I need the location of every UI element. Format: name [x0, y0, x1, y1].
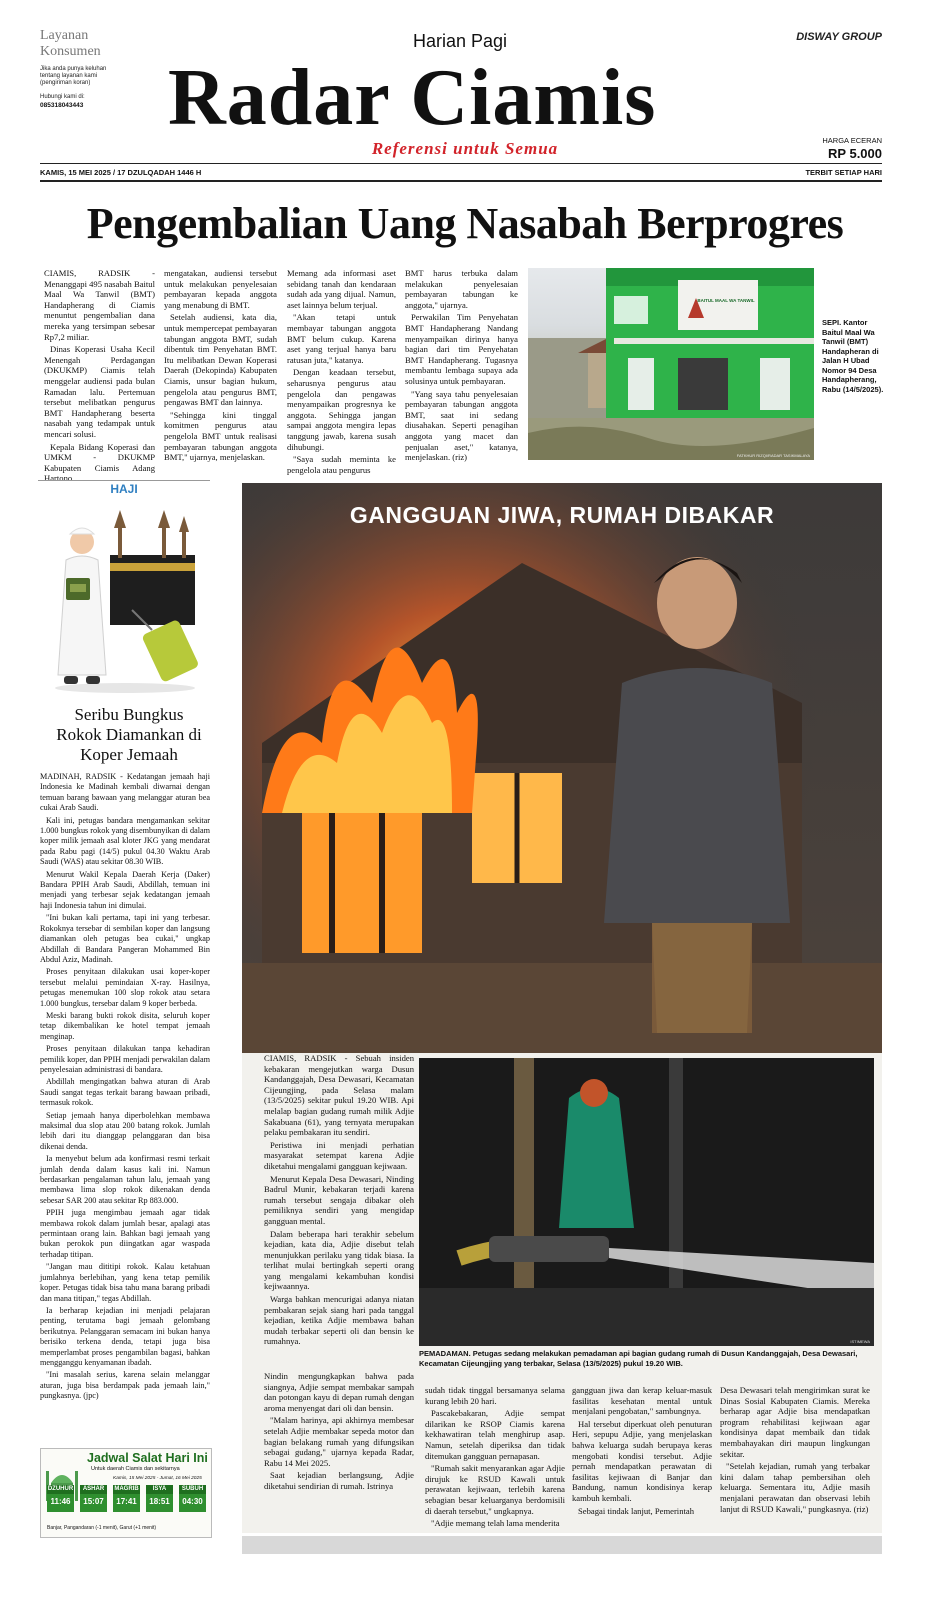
haji-headline: Seribu Bungkus Rokok Diamankan di Koper Jemaah [56, 705, 202, 764]
feature-column-2 [425, 1385, 565, 1529]
haji-p10: Ia menyebut belum ada konfirmasi resmi terkait jumlah denda dalam kasus kali ini. Namun berdasarkan pengalaman tahun lalu, jemaah yang membawa lima slop rokok dikenakan denda sebesar SAR 200 atau sekitar Rp 883.000. [40, 1154, 210, 1205]
haji-p5: Proses penyitaan dilakukan usai koper-koper tersebut melalui pemindaian X-ray. Hasilnya, petugas menemukan 100 slop rokok atau setara 1.000 bungkus, tersebar dalam 9 koper berbeda. [40, 967, 210, 1008]
haji-p11: PPIH juga mengimbau jemaah agar tidak membawa rokok dalam jumlah besar, apalagi atas permintaan orang lain. Bahkan bagi jemaah yang bukan perokok pun diingatkan agar waspada terhadap titipan. [40, 1208, 210, 1259]
lead-column-3 [287, 268, 396, 475]
feature-col2-p2: Pascakebakaran, Adjie sempat dilarikan ke RSOP Ciamis karena kekhawatiran telah menghirup asap. Namun, setelah diperiksa dan tidak ditemukan gangguan pernapasan. [425, 1408, 565, 1461]
haji-p1: MADINAH, RADSIK - Kedatangan jemaah haji Indonesia ke Madinah kembali diwarnai dengan temuan barang bawaan yang melanggar aturan bea cukai Arab Saudi. [40, 772, 210, 813]
lead-column-1 [44, 268, 155, 484]
lead-col1-p2: Dinas Koperasi Usaha Kecil Menengah Perdagangan (DKUKMP) Ciamis telah menggelar audiensi pada bulan Ramadan lalu. Pertemuan tersebut melibatkan pengurus BMT Handapherang beserta nasabah yang tedampak untuk mencari solusi. [44, 344, 155, 439]
masthead-title: Radar Ciamis [168, 54, 657, 142]
prayer-subtitle: Untuk daerah Ciamis dan sekitarnya [91, 1466, 180, 1472]
prayer-dzuhur-name: DZUHUR [47, 1486, 74, 1492]
haji-p14: "Ini masalah serius, karena selain melanggar aturan, juga bisa berdampak pada jemaah lain," pungkasnya. (jpc) [40, 1370, 210, 1401]
haji-body [40, 772, 210, 1444]
bmt-office-photo [528, 268, 814, 460]
pilgrim-and-kaaba-illustration [40, 500, 210, 695]
lead-col3-p3: Dengan keadaan tersebut, seharusnya pengurus atau pengelola dan pengawas menyampaikan progresnya ke anggota. Sehingga jangan sampai anggota mengira lepas tanggung jawab, karena susah dihubungi. [287, 367, 396, 452]
feature-col2-p4: "Adjie memang telah lama menderita [431, 1518, 560, 1529]
lead-col4-p2: Perwakilan Tim Penyehatan BMT Handapherang Nandang menyampaikan dirinya hanya bagian dari tim Penyehatan BMT Handapherang. Tugasnya membantu lembaga supaya ada solusinya untuk pembayaran. [405, 312, 518, 386]
prayer-subuh-time: 04:30 [182, 1497, 203, 1506]
haji-p13: Ia berharap kejadian ini menjadi pelajaran penting, terutama bagi jemaah gelombang berikutnya. Pelanggaran semacam ini bukan hanya berisiko terkena denda, tetapi juga bisa memperlambat proses pengambilan bagasi, bahkan mengganggu kenyamanan ibadah. [40, 1305, 210, 1367]
feature-col4-p1: Desa Dewasari telah mengirimkan surat ke Dinas Sosial Kabupaten Ciamis. Mereka berharap agar Adjie bisa mendapatkan program rehabilitasi kejiwaan agar kondisinya dapat membaik dan tidak membahayakan diri maupun lingkungan sekitar. [720, 1385, 870, 1459]
haji-p3: Menurut Wakil Kepala Daerah Kerja (Daker) Bandara PPIH Arab Saudi, Abdillah, temuan ini menjadi yang terbesar sejak kedatangan jemaah haji Indonesia tahun ini dimulai. [40, 869, 210, 910]
haji-p12: "Jangan mau dititipi rokok. Kalau ketahuan jumlahnya berlebihan, yang kena tetap pemilik koper. Petugas tidak bisa tahu mana barang pribadi dan mana titipan," tegas Abdillah. [40, 1262, 210, 1303]
feature-column-1b [264, 1371, 414, 1526]
issue-date: KAMIS, 15 MEI 2025 / 17 DZULQADAH 1446 H [40, 168, 202, 177]
prayer-note: Banjar, Pangandaran (-1 menit), Garut (+1 menit) [47, 1525, 157, 1531]
bmt-building-illustration [528, 268, 814, 460]
feature-col1-p4: Dalam beberapa hari terakhir sebelum kejadian, kata dia, Adjie disebut telah menunjukkan perilaku yang tidak biasa. Ia terlihat mulai bertingkah seperti orang yang mengalami kekambuhan kondisi kejiwaannya. [264, 1228, 414, 1292]
prayer-dzuhur-time: 11:46 [50, 1497, 71, 1506]
feature-bottom-band [242, 1536, 882, 1554]
lead-column-4 [405, 268, 518, 464]
feature-col3-p1: gangguan jiwa dan kerap keluar-masuk fasilitas kesehatan mental untuk menjalani pengobatan," sambungnya. [572, 1385, 712, 1417]
feature-col1-p1: CIAMIS, RADSIK - Sebuah insiden kebakaran mengejutkan warga Dusun Kandanggajah, Desa Dewasari, Kecamatan Cijeungjing, pada Selasa malam (13/5/2025) sekitar pukul 19.20 WIB. Api melalap bagian gudang rumah milik Adjie Sakabuana (61), yang ternyata merupakan pelaku pembakaran itu sendiri. [264, 1053, 414, 1138]
firefighter-photo [419, 1058, 874, 1346]
lead-col3-p4: "Saya sudah meminta ke pengelola atau pengurus [287, 454, 396, 475]
feature-col1b-p1: Nindin mengungkapkan bahwa pada siangnya, Adjie sempat membakar sampah dan potongan kayu di depan rumah dengan aroma menyengat dari oli dan bensin. [264, 1371, 414, 1413]
disway-group-logo: DISWAY GROUP [796, 31, 882, 43]
feature-col2-p3: "Rumah sakit menyarankan agar Adjie dirujuk ke RSUD Kawali untuk perawatan kejiwaan, terlebih karena sebagian besar keluarganya berdomisili di daerah tersebut," ungkapnya. [425, 1463, 565, 1516]
bmt-office-sign: BAITUL MAAL WA TANWIL [697, 298, 755, 303]
firefighter-photo-caption: PEMADAMAN. Petugas sedang melakukan pemadaman api bagian gudang rumah di Dusun Kandanggajah, Desa Dewasari, Kecamatan Cijeungjing yang terbakar, Selasa (13/5/2025) pukul 19.20 WIB. [419, 1349, 858, 1368]
prayer-ashar [80, 1485, 107, 1512]
feature-column-1 [264, 1053, 414, 1365]
feature-column-4 [720, 1385, 870, 1525]
lead-headline: Pengembalian Uang Nasabah Berprogres [86, 199, 844, 248]
feature-col1b-p2: "Malam harinya, api akhirnya membesar setelah Adjie membakar sepeda motor dan bagian belakang rumah yang difungsikan sebagai gudang," ujarnya kepada Radar, Rabu 14 Mei 2025. [264, 1415, 414, 1468]
layanan-hubungi: Hubungi kami di: [40, 94, 85, 100]
feature-title: GANGGUAN JIWA, RUMAH DIBAKAR [349, 502, 775, 528]
layanan-phone: 085318043443 [40, 102, 84, 109]
feature-column-3 [572, 1385, 712, 1525]
prayer-isya-name: ISYA [146, 1485, 173, 1494]
prayer-dzuhur [47, 1485, 74, 1512]
prayer-date-range: Kamis, 15 Mei 2025 - Jumat, 16 Mei 2025 [113, 1476, 202, 1481]
lead-col4-p3: "Yang saya tahu penyelesaian pembayaran tabungan anggota BMT, saat ini sedang diusahakan. Seperti penagihan anggota yang macet dan penjualan aset," katanya, menjelaskan. (riz) [405, 388, 518, 463]
feature-story-box [242, 483, 882, 1533]
feature-col4-p2: "Setelah kejadian, rumah yang terbakar kini dalam tahap pembersihan oleh keluarga. Sementara itu, Adjie masih menjalani perawatan dan observasi lebih lanjut di RSUD Kawali," pungkasnya. (riz) [720, 1461, 870, 1514]
publication-frequency: TERBIT SETIAP HARI [805, 168, 882, 177]
prayer-subuh [179, 1485, 206, 1512]
feature-col3-p3: Sebagai tindak lanjut, Pemerintah [578, 1505, 694, 1516]
haji-p9: Setiap jemaah hanya diperbolehkan membawa maksimal dua slop atau 200 batang rokok. Jumlah lebih dari itu dianggap pelanggaran dan bisa dikenai denda. [40, 1110, 210, 1151]
layanan-konsumen-title: Layanan Konsumen [40, 28, 101, 59]
lead-col2-p2: Setelah audiensi, kata dia, untuk mempercepat pembayaran tabungan anggota BMT, sudah dibentuk tim Penyehatan BMT. Itu melibatkan Dewan Koperasi Daerah (Dekopinda) Kabupaten Ciamis, unsur bagian hukum, pengelola atau pengurus BMT, pengawas BMT dan lainnya. [164, 312, 277, 408]
lead-col2-p3: "Sehingga kini tinggal komitmen pengurus atau pengelola BMT untuk realisasi pembayaran tabungan anggota BMT," ujarnya, menjelaskan. [164, 409, 277, 463]
prayer-magrib-name: MAGRIB [114, 1486, 139, 1492]
feature-col1b-p3: Saat kejadian berlangsung, Adjie diketahui sendirian di rumah. Istrinya [264, 1470, 414, 1491]
masthead-tagline: Referensi untuk Semua [371, 139, 559, 158]
prayer-isya-time: 18:51 [149, 1497, 170, 1506]
header-rule-top [40, 163, 882, 164]
header-rule-bottom [40, 180, 882, 182]
price-label: HARGA ECERAN [822, 136, 882, 145]
haji-p6: Meski barang bukti rokok disita, seluruh koper tetap dikembalikan ke hotel tempat jemaah menginap. [40, 1010, 210, 1041]
feature-col1-p5: Warga bahkan mencurigai adanya niatan pembakaran sejak siang hari pada tanggal kejadian, ketika Adjie membawa bahan mudah terbakar seperti oli dan bensin ke rumahnya. [264, 1294, 414, 1347]
haji-p8: Abdillah mengingatkan bahwa aturan di Arab Saudi sangat tegas terkait barang bawaan pribadi, termasuk rokok. [40, 1077, 210, 1108]
feature-col3-p2: Hal tersebut diperkuat oleh penuturan Heri, sepupu Adjie, yang menjelaskan bahwa keluarga sudah berupaya keras mengobati kondisi tersebut. Adjie pernah mendapatkan perawatan di fasilitas kejiwaan di Banjar dan Bandung, namun kondisinya kerap kambuh kembali. [572, 1418, 712, 1503]
haji-p4: "Ini bukan kali pertama, tapi ini yang terbesar. Rokoknya tersebar di sembilan koper dan langsung diamankan oleh petugas bea cukai," ungkap Abdillah di Bandara Pangeran Mohammed Bin Abdul Aziz, Madinah. [40, 913, 210, 964]
lead-col1-p3: Kepala Bidang Koperasi dan UMKM - DKUKMP Kabupaten Ciamis Adang Hartono [44, 441, 155, 484]
lead-col3-p1: Memang ada informasi aset sebidang tanah dan kendaraan sudah ada yang dijual. Namun, aset lainnya belum terjual. [287, 268, 396, 310]
haji-illustration [40, 500, 210, 695]
lead-col2-p1: mengatakan, audiensi tersebut untuk melakukan penyelesaian pembayaran kepada anggota yang menabung di BMT. [164, 268, 277, 310]
bmt-photo-credit: FATKHUR RIZQI/RADAR TASIKMALAYA [736, 453, 810, 458]
prayer-ashar-time: 15:07 [83, 1497, 104, 1506]
edition-label: Harian Pagi [412, 31, 508, 51]
prayer-schedule-box [40, 1448, 212, 1538]
prayer-magrib-time: 17:41 [116, 1497, 137, 1506]
firefighter-photo-credit: ISTIMEWA [850, 1339, 870, 1344]
firefighter-hose-illustration [419, 1058, 874, 1346]
layanan-note: Jika anda punya keluhan tentang layanan kami (pengiriman koran) [40, 66, 107, 86]
feature-col1-p2: Peristiwa ini menjadi perhatian masyarakat setempat karena Adjie diketahui mengalami gangguan kejiwaan. [264, 1139, 414, 1171]
lead-col3-p2: "Akan tetapi untuk membayar tabungan anggota BMT belum cukup. Karena aset yang terjual hanya baru ratusan juta," katanya. [287, 312, 396, 365]
haji-p7: Proses penyitaan dilakukan tanpa kehadiran pemilik koper, dan PPIH menjadi perwakilan dalam penyelesaian administrasi di bandara. [40, 1044, 210, 1074]
bmt-photo-caption: SEPI. Kantor Baitul Maal Wa Tanwil (BMT) Handapheran di Jalan H Ubad Nomor 94 Desa Handapherang, Rabu (14/5/2025). [822, 318, 884, 394]
lead-column-2 [164, 268, 277, 464]
prayer-title: Jadwal Salat Hari Ini [87, 1451, 208, 1465]
prayer-ashar-name: ASHAR [80, 1485, 107, 1494]
feature-col1-p3: Menurut Kepala Desa Dewasari, Ninding Badrul Munir, kebakaran terjadi karena rumah tersebut sengaja dibakar oleh pemiliknya sendiri yang mengidap gangguan mental. [264, 1173, 414, 1226]
haji-section-label: HAJI [110, 482, 138, 496]
prayer-magrib [113, 1485, 140, 1512]
feature-col2-p1: sudah tidak tinggal bersamanya selama kurang lebih 20 hari. [425, 1385, 565, 1406]
lead-col1-p1: CIAMIS, RADSIK - Menanggapi 495 nasabah Baitul Maal Wa Tanwil (BMT) Handapherang di Ciamis menuntut pengembalian dana mereka yang tersimpan sebesar Rp7,2 miliar. [44, 268, 155, 342]
lead-col4-p1: BMT harus terbuka dalam melakukan penyelesaian pembayaran tabungan ke anggota," ujarnya. [405, 268, 518, 310]
prayer-isya [146, 1485, 173, 1512]
prayer-subuh-name: SUBUH [179, 1485, 206, 1494]
haji-p2: Kali ini, petugas bandara mengamankan sekitar 1.000 bungkus rokok yang disembunyikan di dalam koper milik jemaah asal kloter JKG yang mendarat pada Rabu pagi (14/5) pukul 04.30 Waktu Arab Saudi (WAS) atau sekitar 08.30 WIB. [40, 815, 210, 867]
price-value: RP 5.000 [828, 146, 882, 161]
